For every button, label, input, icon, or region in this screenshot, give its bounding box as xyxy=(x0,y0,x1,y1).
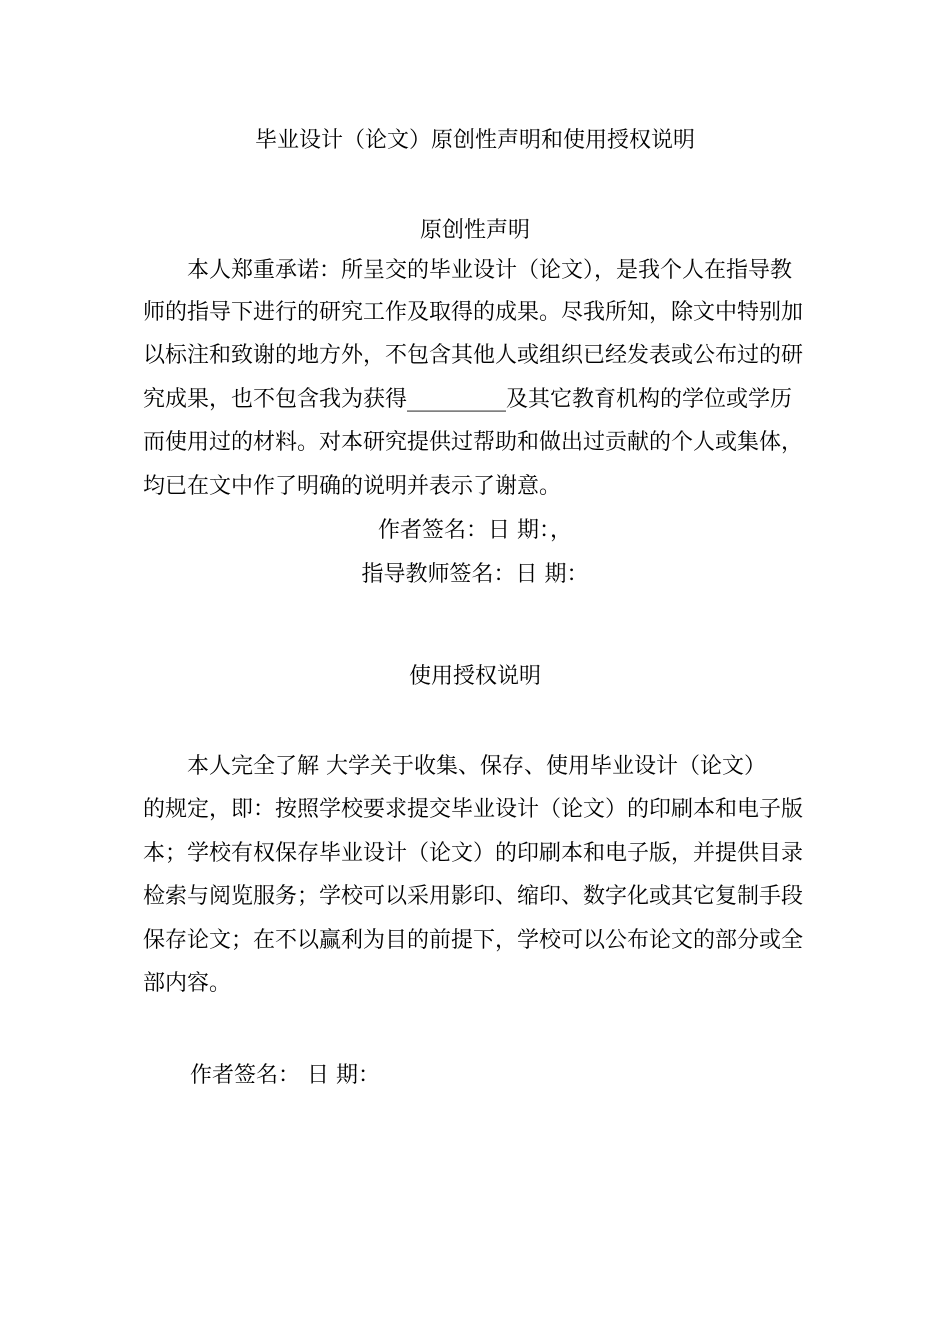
originality-heading: 原创性声明 xyxy=(419,218,530,243)
authorization-line-4: 检索与阅览服务；学校可以采用影印、缩印、数字化或其它复制手段 xyxy=(143,884,804,909)
authorization-line-5: 保存论文；在不以赢利为目的前提下，学校可以公布论文的部分或全 xyxy=(143,928,804,953)
originality-advisor-signature: 指导教师签名：日 期： xyxy=(361,562,589,587)
authorization-line-2: 的规定，即：按照学校要求提交毕业设计（论文）的印刷本和电子版 xyxy=(143,797,804,822)
authorization-line-1: 本人完全了解 大学关于收集、保存、使用毕业设计（论文） xyxy=(187,754,766,779)
originality-author-signature: 作者签名：日 期：， xyxy=(378,518,572,543)
originality-line-4: 究成果，也不包含我为获得_________及其它教育机构的学位或学历 xyxy=(143,387,793,412)
authorization-line-6: 部内容。 xyxy=(143,971,232,996)
authorization-author-signature: 作者签名： 日 期： xyxy=(190,1063,380,1088)
authorization-heading: 使用授权说明 xyxy=(408,664,541,689)
originality-line-3: 以标注和致谢的地方外，不包含其他人或组织已经发表或公布过的研 xyxy=(143,343,804,368)
originality-line-2: 师的指导下进行的研究工作及取得的成果。尽我所知，除文中特别加 xyxy=(143,300,804,325)
originality-line-6: 均已在文中作了明确的说明并表示了谢意。 xyxy=(143,474,562,499)
document-title: 毕业设计（论文）原创性声明和使用授权说明 xyxy=(254,128,695,153)
originality-line-5: 而使用过的材料。对本研究提供过帮助和做出过贡献的个人或集体， xyxy=(143,430,804,455)
authorization-line-3: 本；学校有权保存毕业设计（论文）的印刷本和电子版，并提供目录 xyxy=(143,841,804,866)
originality-line-1: 本人郑重承诺：所呈交的毕业设计（论文），是我个人在指导教 xyxy=(187,258,793,283)
